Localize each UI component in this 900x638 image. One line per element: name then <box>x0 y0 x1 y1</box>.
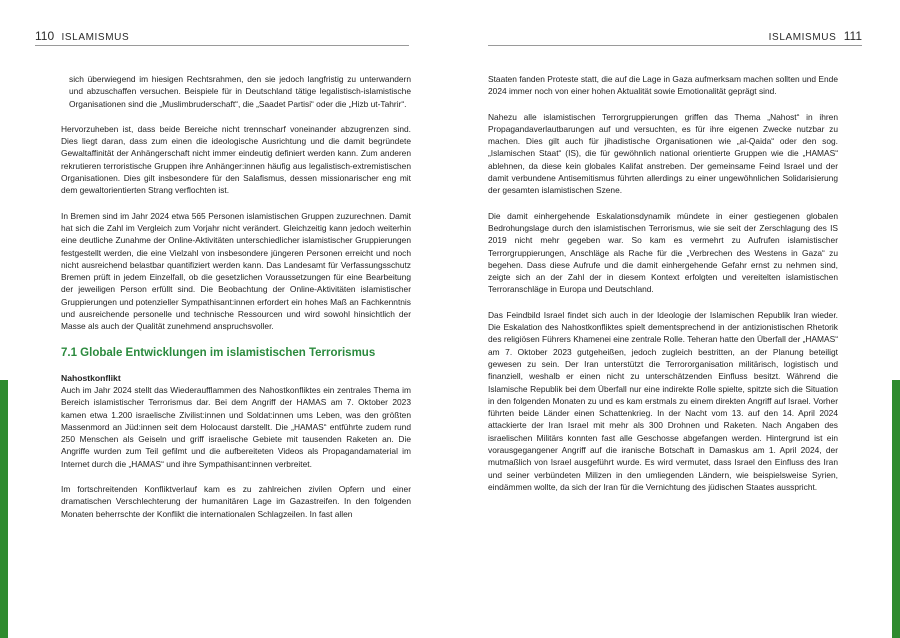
paragraph: sich überwiegend im hiesigen Rechtsrahmen, den sie jedoch langfristig zu unterwandern und abzuschaffen versuchen. Beispiele für in Deutschland tätige legalistisch-islamistische Organisationen sind die „Muslimbruderschaft“, die „Saadet Partisi“ oder die „Hizb ut-Tahrir“. <box>69 74 411 109</box>
running-head-right: ISLAMISMUS <box>768 32 837 43</box>
paragraph: In Bremen sind im Jahr 2024 etwa 565 Personen islamistischen Gruppen zuzurechnen. Damit hat sich die Zahl im Vergleich zum Vorjahr nicht verändert. Gleichzeitig kann jedoch weiterhin eine deutliche Zunahme der Online-Aktivitäten unterschiedlicher islamistischer Gruppierungen festgestellt werden, die eine Vielzahl von insbesondere jüngeren Personen erreicht und noch nicht ausreichend belastbar quantifiziert werden kann. Das Landesamt für Verfassungsschutz Bremen prüft in jedem Einzelfall, ob die gesetzlichen Voraussetzungen für eine Bearbeitung der jeweiligen Person erfüllt sind. Die Beobachtung der Online-Aktivitäten islamistischer Gruppierungen und potenzieller Sympathisant:innen erfordert ein hohes Maß an Fachkenntnis und ausreichende personelle und technische Ressourcen und wird sowohl hinsichtlich der Masse als auch der Qualität zunehmend anspruchsvoller. <box>61 210 411 332</box>
header-rule-left <box>35 45 409 46</box>
edge-bar-right <box>892 380 900 638</box>
paragraph: Staaten fanden Proteste statt, die auf die Lage in Gaza aufmerksam machen sollten und Ende 2024 immer noch von einer hohen Aktualität sowie Emotionalität geprägt sind. <box>488 74 838 97</box>
page-number-left: 110 <box>35 29 55 43</box>
paragraph: Die damit einhergehende Eskalationsdynamik mündete in einer gestiegenen globalen Bedrohungslage durch den islamistischen Terrorismus, wie sie seit der Zerschlagung des IS 2019 nicht mehr gegeben war. So kam es vermehrt zu Aufrufen islamistischer Terrorgruppierungen, Anschläge als Rache für die „Verbrechen des Westens in Gaza“ zu begehen. Dass diese Aufrufe und die damit einhergehende Gefahr ernst zu nehmen sind, zeigte sich an der Zahl der in diesem Kontext erfolgten und vereitelten islamistischen Terroranschläge in Europa und Deutschland. <box>488 210 838 295</box>
paragraph: Auch im Jahr 2024 stellt das Wiederaufflammen des Nahostkonfliktes ein zentrales Thema im Bereich islamistischer Terrorismus dar. Bei dem Angriff der HAMAS am 7. Oktober 2023 kamen etwa 1.200 israelische Zivilist:innen und Soldat:innen ums Leben, was den größten Massenmord an Jüd:innen seit dem Holocaust darstellt. Die „HAMAS“ entführte zudem rund 250 Menschen als Geiseln und griff israelische Gebiete mit tausenden Raketen an. Die Angriffe wurden zum Teil gefilmt und die aufbereiteten Videos als Propagandamaterial im Internet durch die „HAMAS“ und ihre Sympathisant:innen verbreitet. <box>61 384 411 469</box>
paragraph: Das Feindbild Israel findet sich auch in der Ideologie der Islamischen Republik Iran wieder. Die Eskalation des Nahostkonfliktes spielt dementsprechend in der antizionistischen Rhetorik des religiösen Führers Khamenei eine zentrale Rolle. Teheran hatte den Überfall der „HAMAS“ am 7. Oktober 2023 gutgeheißen, jedoch zugleich bestritten, an der Planung beteiligt gewesen zu sein. Der Iran unterstützt die Terrororganisation militärisch, logistisch und finanziell, weshalb er einen nicht zu unterschätzenden Einfluss besitzt. Während die Islamische Republik bei dem Überfall nur eine indirekte Rolle spielte, spitzte sich die Situation in den folgenden Monaten zu und es kam erstmals zu einem direkten Angriff auf Israel. Vorher führten beide Länder einen Schattenkrieg. In der Nacht vom 13. auf den 14. April 2024 attackierte der Iran Israel mit mehr als 300 Drohnen und Raketen. Nach Angaben des israelischen Militärs konnten fast alle Geschosse abgefangen werden. Hintergrund ist ein vorausgegangener Angriff auf die iranische Botschaft in Damaskus am 1. April 2024, der mutmaßlich von Israel ausgeführt wurde. Es wird vermutet, dass Israel den Einfluss des Iran und seiner verbündeten Milizen in den umliegenden Ländern, wie beispielsweise Syrien, eindämmen wollte, da sich der Iran für die Vernichtung des jüdischen Staates ausspricht. <box>488 309 838 492</box>
page-number-right: 111 <box>843 29 862 43</box>
subheading: Nahostkonflikt <box>61 372 121 383</box>
right-page <box>450 0 900 638</box>
left-text-column <box>61 73 411 533</box>
paragraph: Im fortschreitenden Konfliktverlauf kam es zu zahlreichen zivilen Opfern und einer dramatischen Verschlechterung der humanitären Lage im Gazastreifen. In den folgenden Monaten beherrschte der Konflikt die internationalen Schlagzeilen. In fast allen <box>61 484 411 519</box>
paragraph: Hervorzuheben ist, dass beide Bereiche nicht trennscharf voneinander abzugrenzen sind. Dies liegt daran, dass zum einen die ideologische Ausrichtung und die damit begründete Gewaltaffinität der Anhängerschaft nicht immer eindeutig definiert werden kann. Zum anderen rekrutieren terroristische Gruppen ihre Anhänger:innen häufig aus legalistisch-extremistischen Organisationen. Dies gilt insbesondere für den Salafismus, dessen missionarischer eng mit dem gewaltorientierten Strang verflochten ist. <box>61 123 411 196</box>
right-text-column <box>488 73 838 506</box>
edge-bar-left <box>0 380 8 638</box>
right-running-header <box>769 29 862 43</box>
paragraph: Nahezu alle islamistischen Terrorgruppierungen griffen das Thema „Nahost“ in ihren Propagandaverlautbarungen auf und versuchten, es für ihre eigenen Zwecke nutzbar zu machen. Dies gilt auch für jihadistische Organisationen wie „al-Qaida“ oder den sog. „Islamischen Staat“ (IS), die für gewöhnlich national orientierte Gruppen wie die „HAMAS“ ablehnen, da diese kein globales Kalifat anstreben. Der gemeinsame Feind Israel und der damit verbundene Antisemitismus führten allerdings zu einer ungewöhnlichen Solidarisierung der gesamten islamistischen Szene. <box>488 111 838 196</box>
left-running-header <box>35 29 129 43</box>
running-head-left: ISLAMISMUS <box>61 32 130 43</box>
header-rule-right <box>488 45 862 46</box>
section-title: 7.1 Globale Entwicklungen im islamistischen Terrorismus <box>61 346 376 359</box>
